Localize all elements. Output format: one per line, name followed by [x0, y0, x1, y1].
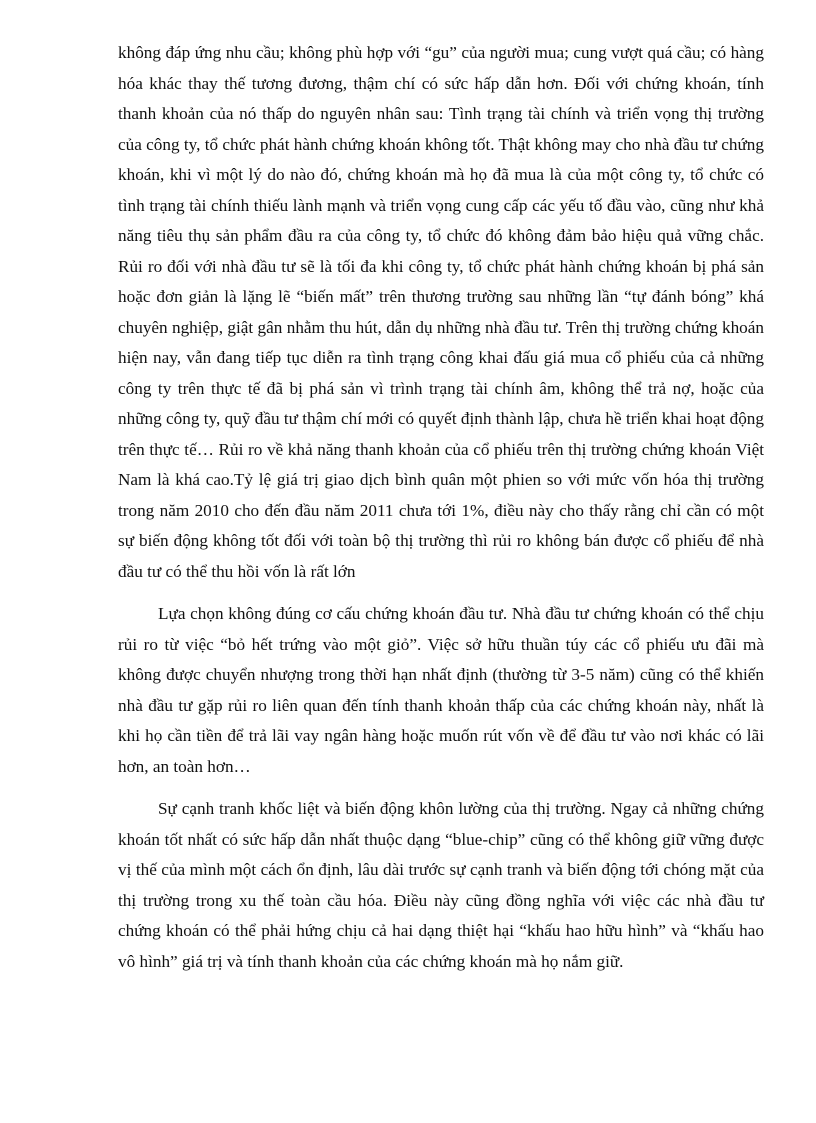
- paragraph-market-competition: Sự cạnh tranh khốc liệt và biến động khôn lường của thị trường. Ngay cả những chứng khoán tốt nhất có sức hấp dẫn nhất thuộc dạng “blue-chip” cũng có thể không giữ vững được vị thế của mình một cách ổn định, lâu dài trước sự cạnh tranh và biến động tới chóng mặt của thị trường trong xu thế toàn cầu hóa. Điều này cũng đồng nghĩa với việc các nhà đầu tư chứng khoán có thể phải hứng chịu cả hai dạng thiệt hại “khấu hao hữu hình” và “khấu hao vô hình” giá trị và tính thanh khoản của các chứng khoán mà họ nắm giữ.: [118, 799, 764, 971]
- document-page: [118, 38, 764, 977]
- paragraph-liquidity-risk: không đáp ứng nhu cầu; không phù hợp với “gu” của người mua; cung vượt quá cầu; có hàng hóa khác thay thế tương đương, thậm chí có sức hấp dẫn hơn. Đối với chứng khoán, tính thanh khoản của nó thấp do nguyên nhân sau: Tình trạng tài chính và triển vọng thị trường của công ty, tổ chức phát hành chứng khoán không tốt. Thật không may cho nhà đầu tư chứng khoán, khi vì một lý do nào đó, chứng khoán mà họ đã mua là của một công ty, tổ chức có tình trạng tài chính thiếu lành mạnh và triển vọng cung cấp các yếu tố đầu vào, cũng như khả năng tiêu thụ sản phẩm đầu ra của công ty, tổ chức đó không đảm bảo hiệu quả vững chắc. Rủi ro đối với nhà đầu tư sẽ là tối đa khi công ty, tổ chức phát hành chứng khoán bị phá sản hoặc đơn giản là lặng lẽ “biến mất” trên thương trường sau những lần “tự đánh bóng” khá chuyên nghiệp, giật gân nhằm thu hút, dẫn dụ những nhà đầu tư. Trên thị trường chứng khoán hiện nay, vẫn đang tiếp tục diễn ra tình trạng công khai đấu giá mua cổ phiếu của cả những công ty trên thực tế đã bị phá sản vì trình trạng tài chính âm, không thể trả nợ, hoặc của những công ty, quỹ đầu tư thậm chí mới có quyết định thành lập, chưa hề triển khai hoạt động trên thực tế… Rủi ro về khả năng thanh khoản của cổ phiếu trên thị trường chứng khoán Việt Nam là khá cao.Tỷ lệ giá trị giao dịch bình quân một phien so với mức vốn hóa thị trường trong năm 2010 cho đến đầu năm 2011 chưa tới 1%, điều này cho thấy rằng chỉ cần có một sự biến động không tốt đối với toàn bộ thị trường thì rủi ro không bán được cổ phiếu để nhà đầu tư có thể thu hồi vốn là rất lớn: [118, 43, 764, 581]
- paragraph-portfolio-structure: Lựa chọn không đúng cơ cấu chứng khoán đầu tư. Nhà đầu tư chứng khoán có thể chịu rủi ro từ việc “bỏ hết trứng vào một giỏ”. Việc sở hữu thuần túy các cổ phiếu ưu đãi mà không được chuyển nhượng trong thời hạn nhất định (thường từ 3-5 năm) cũng có thể khiến nhà đầu tư gặp rủi ro liên quan đến tính thanh khoản thấp của các chứng khoán này, nhất là khi họ cần tiền để trả lãi vay ngân hàng hoặc muốn rút vốn về để đầu tư vào nơi khác có lãi hơn, an toàn hơn…: [118, 604, 764, 776]
